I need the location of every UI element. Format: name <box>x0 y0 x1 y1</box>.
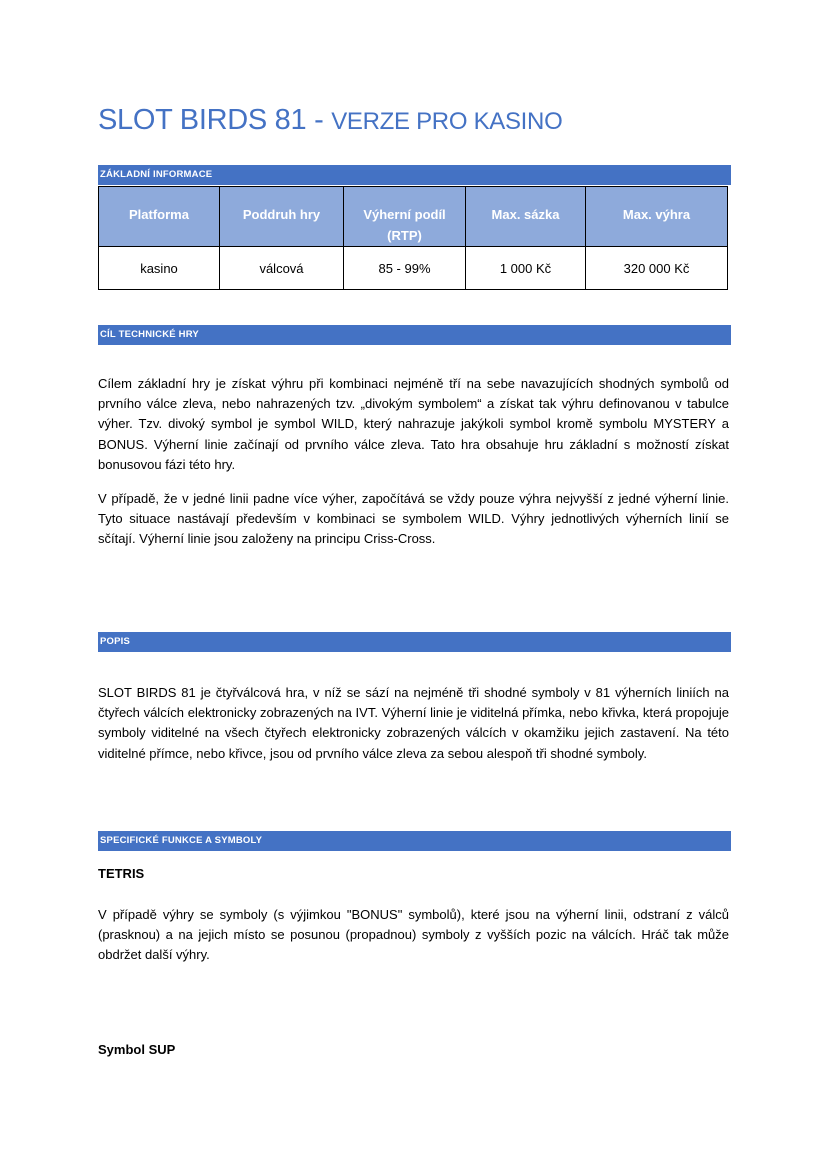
section-header-features: SPECIFICKÉ FUNKCE A SYMBOLY <box>98 831 731 851</box>
table-header-cell: Platforma <box>99 187 220 247</box>
goal-paragraph-1: Cílem základní hry je získat výhru při kombinaci nejméně tří na sebe navazujících shodných symbolů od prvního válce zleva, nebo nahrazených tzv. „divokým symbolem“ a získat tak výhru definovanou v tabulce výher. Tzv. divoký symbol je symbol WILD, který nahrazuje jakýkoli symbol kromě symbolu MYSTERY a BONUS. Výherní linie začínají od prvního válce zleva. Tato hra obsahuje hru základní s možností získat bonusovou fázi této hry. <box>98 376 729 472</box>
tetris-heading: TETRIS <box>98 866 145 881</box>
page-title <box>98 104 562 137</box>
title-separator: - <box>306 104 332 136</box>
table-header-cell: Max. sázka <box>466 187 586 247</box>
description-paragraph: SLOT BIRDS 81 je čtyřválcová hra, v níž se sází na nejméně tři shodné symboly v 81 výherních liniích na čtyřech válcích elektronicky zobrazených na IVT. Výherní linie je viditelná přímka, nebo křivka, která propojuje symboly viditelné na všech čtyřech elektronicky zobrazených válcích v okamžiku jejich zastavení. Na této viditelné přímce, nebo křivce, jsou od prvního válce zleva za sebou alespoň tři shodné symboly. <box>98 685 729 761</box>
table-header-cell: Max. výhra <box>586 187 728 247</box>
table-header-cell: Výherní podíl (RTP) <box>344 187 466 247</box>
section-header-description: POPIS <box>98 632 731 652</box>
table-row <box>99 247 728 290</box>
basic-info-table <box>98 186 728 290</box>
section-header-basic-info: ZÁKLADNÍ INFORMACE <box>98 165 731 185</box>
table-header-cell: Poddruh hry <box>220 187 344 247</box>
table-cell-max-win: 320 000 Kč <box>586 247 728 290</box>
tetris-paragraph: V případě výhry se symboly (s výjimkou "BONUS" symbolů), které jsou na výherní linii, odstraní z válců (prasknou) a na jejich místo se posunou (propadnou) symboly z vyšších pozic na válcích. Hráč tak může obdržet další výhry. <box>98 907 729 963</box>
table-header-row <box>99 187 728 247</box>
title-main: SLOT BIRDS 81 <box>98 104 307 136</box>
symbol-sup-heading: Symbol SUP <box>98 1042 176 1057</box>
goal-paragraph-2: V případě, že v jedné linii padne více výher, započítává se vždy pouze výhra nejvyšší z jedné výherní linie. Tyto situace nastávají především v kombinaci se symbolem WILD. Výhry jednotlivých výherních linií se sčítají. Výherní linie jsou založeny na principu Criss-Cross. <box>98 491 729 547</box>
table-cell-subtype: válcová <box>220 247 344 290</box>
table-cell-rtp: 85 - 99% <box>344 247 466 290</box>
table-cell-max-bet: 1 000 Kč <box>466 247 586 290</box>
section-header-goal: CÍL TECHNICKÉ HRY <box>98 325 731 345</box>
table-cell-platform: kasino <box>99 247 220 290</box>
title-subtitle: VERZE PRO KASINO <box>331 108 563 135</box>
